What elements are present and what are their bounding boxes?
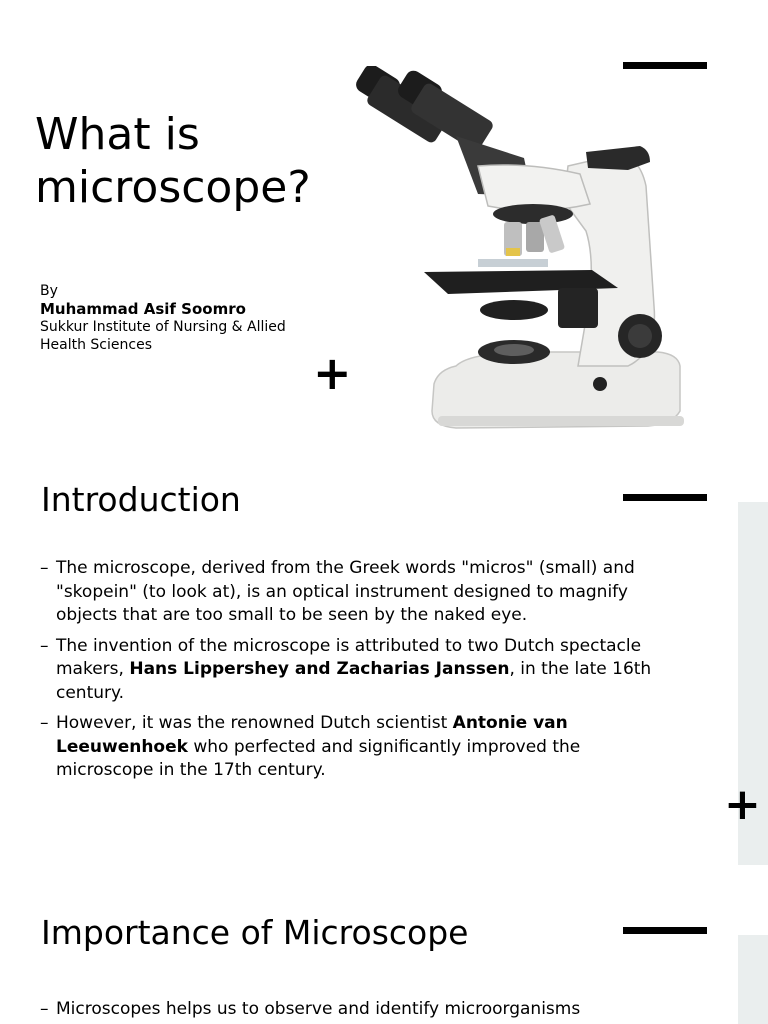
bullet-list — [40, 557, 680, 790]
title-slide — [0, 0, 768, 448]
plus-decoration: + — [724, 779, 761, 830]
bullet-list — [40, 998, 680, 1024]
bullet-text: Microscopes helps us to observe and identify microorganisms — [56, 999, 581, 1019]
slide-heading: Importance of Microscope — [41, 913, 469, 952]
bullet-item — [40, 712, 680, 783]
by-label: By — [40, 283, 58, 299]
bullet-text: The microscope, derived from the Greek words "micros" (small) and "skopein" (to look at), is an optical instrument designed to magnify objects that are too small to be seen by the naked eye. — [56, 558, 635, 625]
microscope-base — [432, 352, 684, 428]
dash-decoration — [623, 927, 707, 934]
byline — [40, 282, 286, 354]
author-name: Muhammad Asif Soomro — [40, 300, 246, 318]
institute-line-1: Sukkur Institute of Nursing & Allied — [40, 319, 286, 335]
bullet-item — [40, 998, 680, 1022]
dash-decoration — [623, 494, 707, 501]
importance-slide — [0, 893, 768, 1024]
bullet-item — [40, 635, 680, 706]
head — [478, 165, 590, 224]
bullet-bold: Antonie van Leeuwenhoek — [56, 713, 568, 757]
bullet-text: The invention of the microscope is attributed to two Dutch spectacle makers, — [56, 635, 642, 679]
bullet-text: However, it was the renowned Dutch scientist — [56, 713, 453, 733]
bullet-text: , in the late 16th century. — [56, 659, 652, 703]
plus-decoration: + — [313, 346, 352, 400]
bullet-text: who perfected and significantly improved the microscope in the 17th century. — [56, 736, 581, 780]
side-strip — [738, 935, 768, 1024]
slide-heading: Introduction — [41, 480, 241, 519]
introduction-slide — [0, 462, 768, 874]
bullet-bold: Hans Lippershey and Zacharias Janssen — [129, 659, 510, 679]
slide-title: What is microscope? — [35, 109, 311, 213]
condenser — [478, 300, 550, 364]
institute-line-2: Health Sciences — [40, 337, 152, 353]
microscope-image — [328, 66, 740, 433]
bullet-item — [40, 557, 680, 628]
